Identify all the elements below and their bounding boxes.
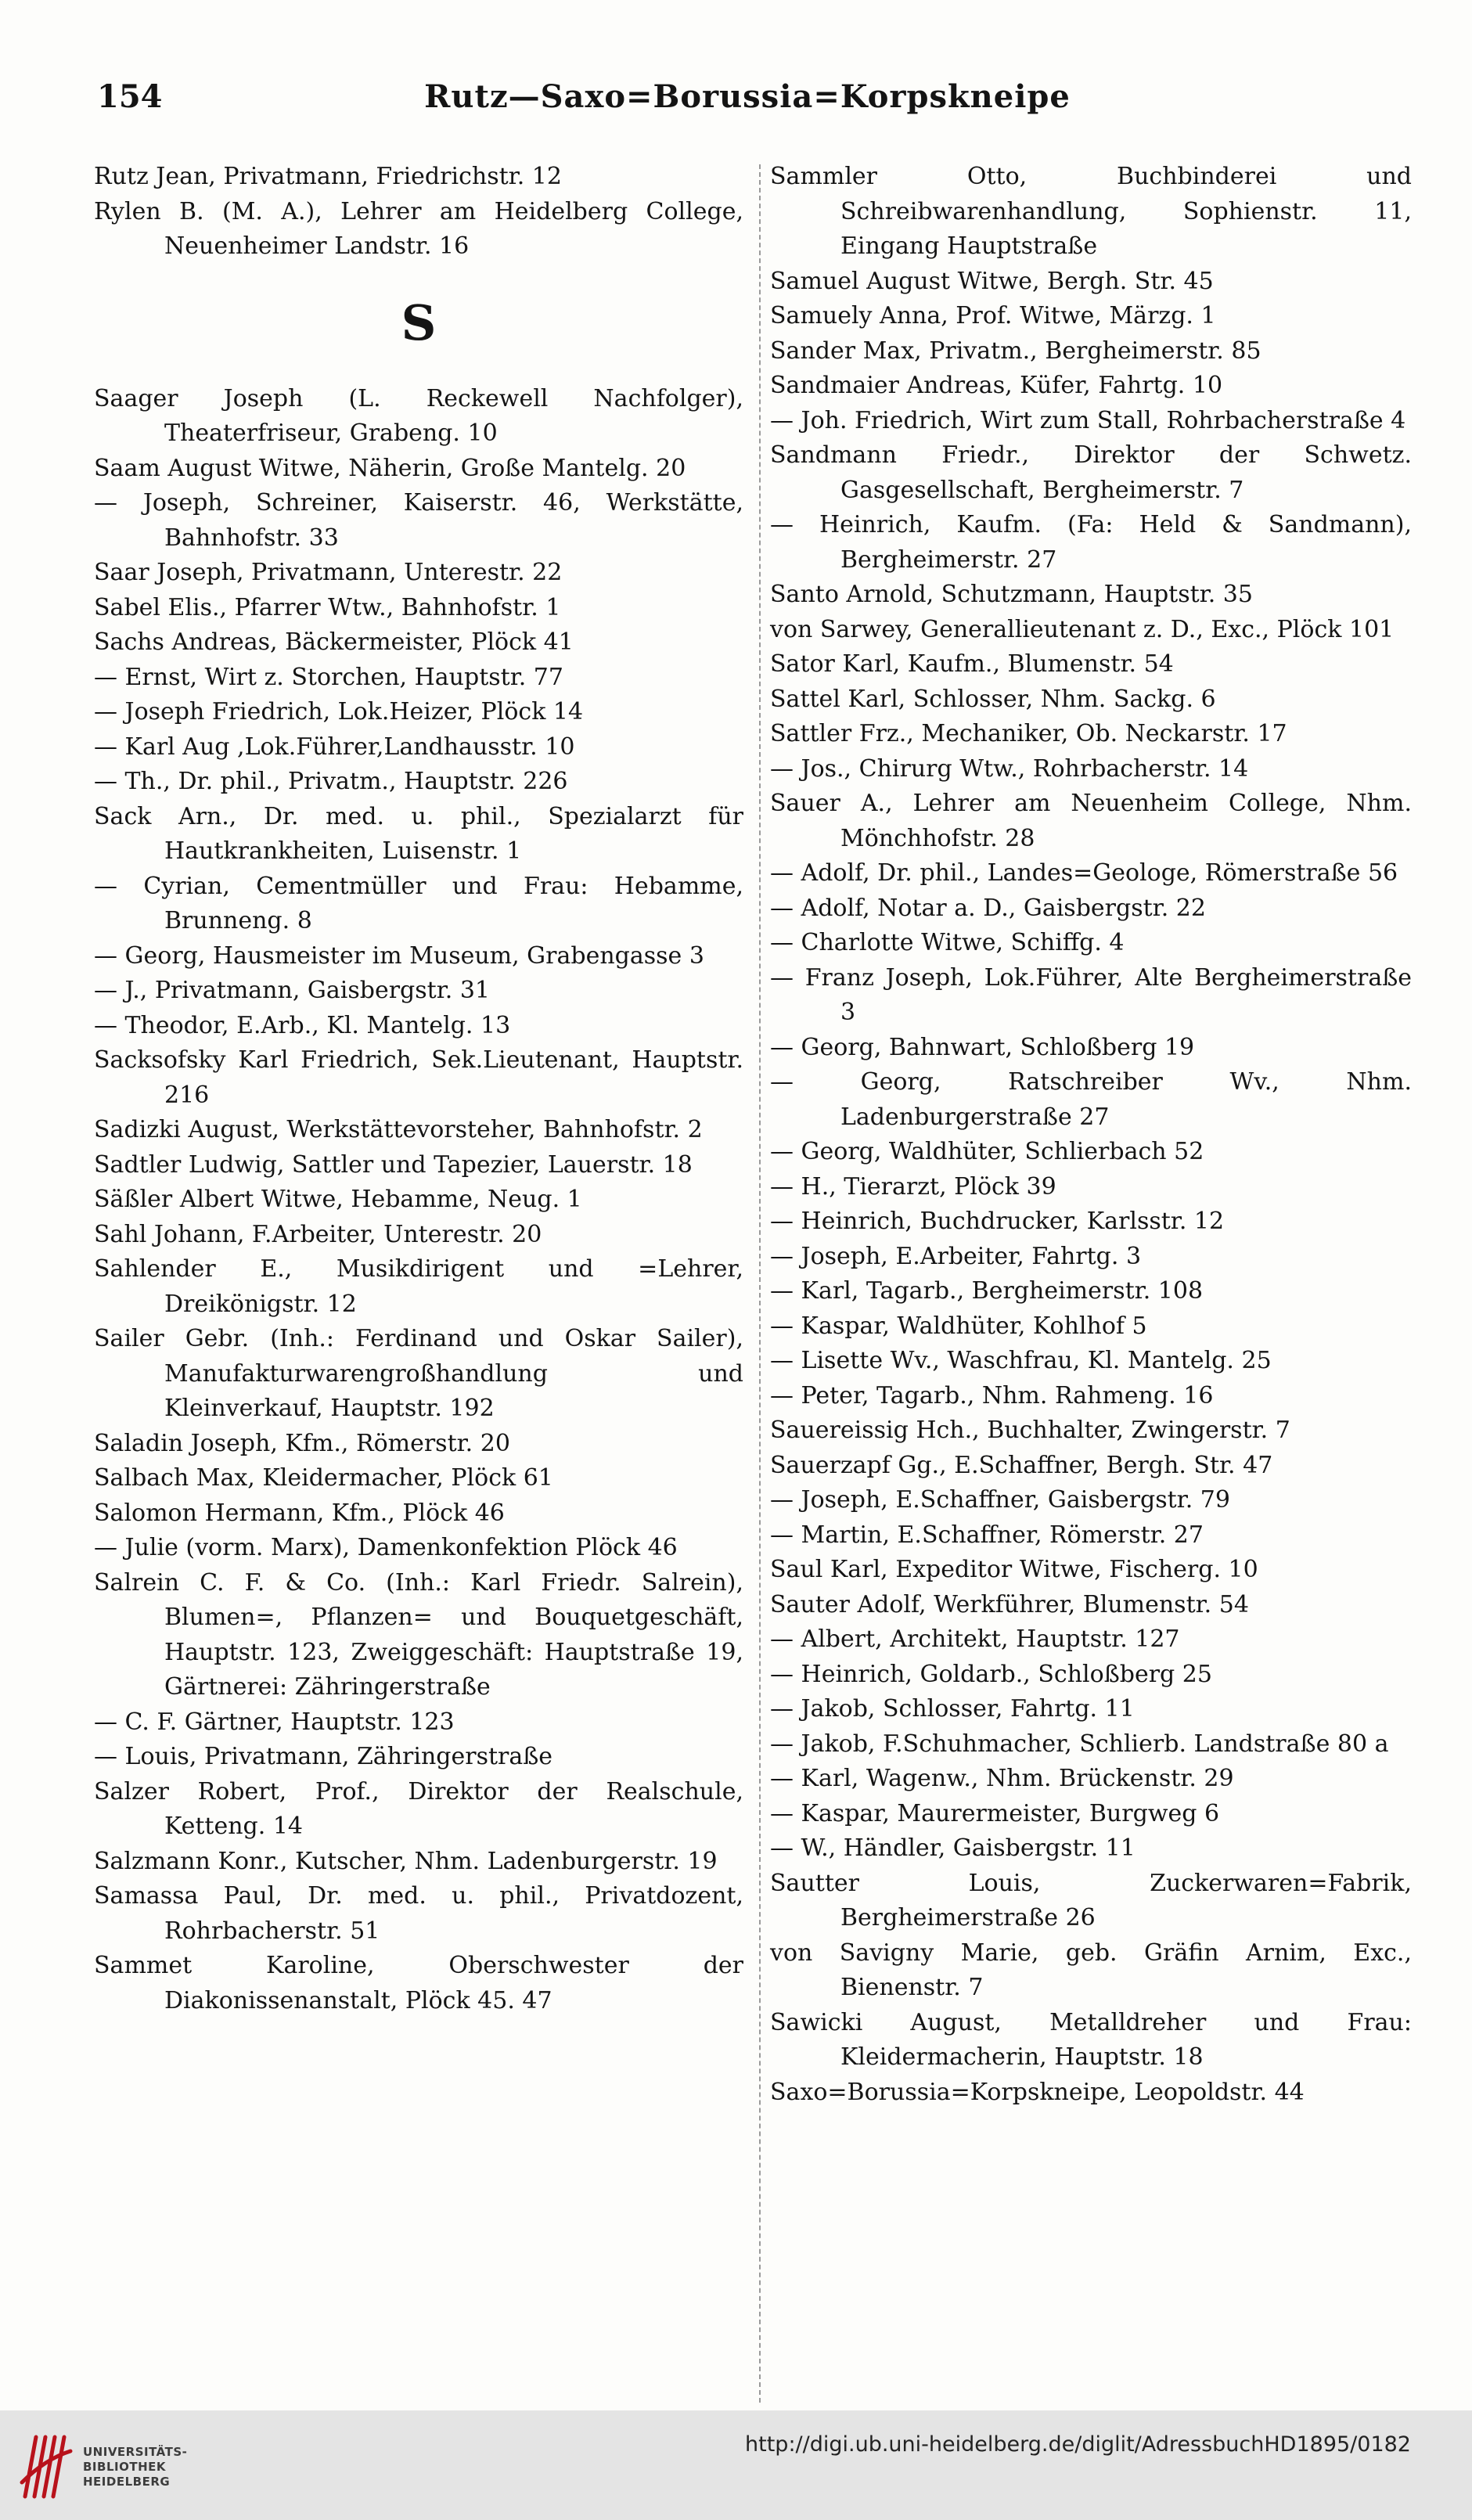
directory-entry: Salzer Robert, Prof., Direktor der Realschule, Ketteng. 14 bbox=[94, 1777, 743, 1840]
library-name-line: BIBLIOTHEK bbox=[83, 2460, 166, 2474]
directory-entry: Sawicki August, Metalldreher und Frau: Kleidermacherin, Hauptstr. 18 bbox=[770, 2008, 1412, 2071]
page-number: 154 bbox=[97, 78, 163, 115]
directory-entry: Santo Arnold, Schutzmann, Hauptstr. 35 bbox=[770, 581, 1253, 608]
directory-entry: — Georg, Bahnwart, Schloßberg 19 bbox=[770, 1033, 1195, 1061]
directory-entry: von Savigny Marie, geb. Gräfin Arnim, Exc., Bienenstr. 7 bbox=[770, 1939, 1412, 2001]
directory-entry: Sauerzapf Gg., E.Schaffner, Bergh. Str. 47 bbox=[770, 1451, 1273, 1479]
directory-entry: — C. F. Gärtner, Hauptstr. 123 bbox=[94, 1708, 455, 1736]
directory-entry: Salzmann Konr., Kutscher, Nhm. Ladenburgerstr. 19 bbox=[94, 1847, 718, 1875]
directory-entry: — Peter, Tagarb., Nhm. Rahmeng. 16 bbox=[770, 1381, 1214, 1409]
directory-entry: Sahlender E., Musikdirigent und =Lehrer, Dreikönigstr. 12 bbox=[94, 1255, 743, 1318]
directory-entry: Samuely Anna, Prof. Witwe, Märzg. 1 bbox=[770, 302, 1216, 329]
directory-entry: — Cyrian, Cementmüller und Frau: Hebamme, Brunneng. 8 bbox=[94, 872, 743, 934]
directory-entry: — Jos., Chirurg Wtw., Rohrbacherstr. 14 bbox=[770, 754, 1249, 783]
directory-entry: — Lisette Wv., Waschfrau, Kl. Mantelg. 25 bbox=[770, 1347, 1272, 1374]
directory-entry: Sattler Frz., Mechaniker, Ob. Neckarstr. 17 bbox=[770, 720, 1287, 747]
directory-entry: — Karl, Wagenw., Nhm. Brückenstr. 29 bbox=[770, 1765, 1234, 1792]
directory-entry: Sack Arn., Dr. med. u. phil., Spezialarzt für Hautkrankheiten, Luisenstr. 1 bbox=[94, 802, 743, 865]
directory-entry: Sammet Karoline, Oberschwester der Diakonissenanstalt, Plöck 45. 47 bbox=[94, 1952, 743, 2014]
left-column bbox=[94, 160, 743, 2018]
directory-entry: — Jakob, F.Schuhmacher, Schlierb. Landstraße 80 a bbox=[770, 1730, 1389, 1758]
directory-entry: — Joseph, E.Arbeiter, Fahrtg. 3 bbox=[770, 1242, 1142, 1270]
directory-entry: Salrein C. F. & Co. (Inh.: Karl Friedr. Salrein), Blumen=, Pflanzen= und Bouquetgeschäft, Hauptstr. 123, Zweiggeschäft: Hauptstraße 19, Gärtnerei: Zähringerstraße bbox=[94, 1568, 743, 1701]
directory-entry: — Georg, Ratschreiber Wv., Nhm. Ladenburgerstraße 27 bbox=[770, 1068, 1412, 1131]
directory-entry: — Jakob, Schlosser, Fahrtg. 11 bbox=[770, 1695, 1135, 1723]
directory-entry: Sacksofsky Karl Friedrich, Sek.Lieutenant, Hauptstr. 216 bbox=[94, 1046, 743, 1109]
column-divider bbox=[759, 164, 761, 2403]
directory-entry: Samassa Paul, Dr. med. u. phil., Privatdozent, Rohrbacherstr. 51 bbox=[94, 1882, 743, 1945]
source-url-link[interactable]: http://digi.ub.uni-heidelberg.de/diglit/AdressbuchHD1895/0182 bbox=[745, 2432, 1411, 2457]
directory-entry: — Theodor, E.Arb., Kl. Mantelg. 13 bbox=[94, 1011, 511, 1039]
directory-entry: — Joh. Friedrich, Wirt zum Stall, Rohrbacherstraße 4 bbox=[770, 406, 1406, 434]
directory-entry: Sander Max, Privatm., Bergheimerstr. 85 bbox=[770, 337, 1261, 365]
section-letter: S bbox=[401, 293, 437, 351]
directory-entry: — Heinrich, Kaufm. (Fa: Held & Sandmann), Bergheimerstr. 27 bbox=[770, 511, 1412, 574]
directory-entry: Rutz Jean, Privatmann, Friedrichstr. 12 bbox=[94, 163, 562, 190]
directory-entry: Sautter Louis, Zuckerwaren=Fabrik, Bergheimerstraße 26 bbox=[770, 1869, 1412, 1931]
directory-entry: Sandmaier Andreas, Küfer, Fahrtg. 10 bbox=[770, 372, 1223, 399]
page-header bbox=[86, 77, 1409, 124]
directory-entry: Salbach Max, Kleidermacher, Plöck 61 bbox=[94, 1464, 553, 1492]
directory-entry: — Ernst, Wirt z. Storchen, Hauptstr. 77 bbox=[94, 663, 563, 691]
directory-entry: — J., Privatmann, Gaisbergstr. 31 bbox=[94, 977, 490, 1004]
directory-entry: Sauereissig Hch., Buchhalter, Zwingerstr. 7 bbox=[770, 1417, 1290, 1444]
directory-entry: — Kaspar, Waldhüter, Kohlhof 5 bbox=[770, 1312, 1147, 1340]
directory-entry: — Th., Dr. phil., Privatm., Hauptstr. 226 bbox=[94, 768, 568, 795]
directory-entry: Saar Joseph, Privatmann, Unterestr. 22 bbox=[94, 559, 563, 586]
right-column bbox=[770, 160, 1412, 2110]
library-name-line: HEIDELBERG bbox=[83, 2475, 171, 2489]
directory-entry: Sailer Gebr. (Inh.: Ferdinand und Oskar Sailer), Manufakturwarengroßhandlung und Kleinverkauf, Hauptstr. 192 bbox=[94, 1325, 743, 1422]
directory-entry: Sammler Otto, Buchbinderei und Schreibwarenhandlung, Sophienstr. 11, Eingang Hauptstraße bbox=[770, 163, 1412, 260]
directory-entry: Sabel Elis., Pfarrer Wtw., Bahnhofstr. 1 bbox=[94, 593, 561, 621]
directory-entry: Saam August Witwe, Näherin, Große Mantelg. 20 bbox=[94, 454, 686, 482]
directory-entry: — Georg, Waldhüter, Schlierbach 52 bbox=[770, 1138, 1204, 1165]
directory-entry: Samuel August Witwe, Bergh. Str. 45 bbox=[770, 267, 1214, 295]
directory-entry: — Franz Joseph, Lok.Führer, Alte Bergheimerstraße 3 bbox=[770, 963, 1412, 1026]
directory-entry: Säßler Albert Witwe, Hebamme, Neug. 1 bbox=[94, 1186, 582, 1213]
directory-entry: — Joseph Friedrich, Lok.Heizer, Plöck 14 bbox=[94, 698, 584, 725]
directory-entry: Sator Karl, Kaufm., Blumenstr. 54 bbox=[770, 650, 1174, 678]
directory-entry: — H., Tierarzt, Plöck 39 bbox=[770, 1172, 1056, 1201]
directory-entry: — Albert, Architekt, Hauptstr. 127 bbox=[770, 1625, 1180, 1653]
directory-entry: Saager Joseph (L. Reckewell Nachfolger), Theaterfriseur, Grabeng. 10 bbox=[94, 384, 743, 447]
directory-entry: — Adolf, Dr. phil., Landes=Geologe, Römerstraße 56 bbox=[770, 859, 1398, 887]
directory-entry: Sauer A., Lehrer am Neuenheim College, Nhm. Mönchhofstr. 28 bbox=[770, 790, 1412, 852]
directory-entry: Sauter Adolf, Werkführer, Blumenstr. 54 bbox=[770, 1590, 1249, 1618]
library-seal-icon bbox=[17, 2428, 75, 2503]
directory-entry: — Georg, Hausmeister im Museum, Grabengasse 3 bbox=[94, 941, 704, 970]
directory-entry: — Louis, Privatmann, Zähringerstraße bbox=[94, 1743, 553, 1770]
library-logo[interactable] bbox=[17, 2428, 205, 2506]
directory-entry: — Adolf, Notar a. D., Gaisbergstr. 22 bbox=[770, 894, 1206, 922]
directory-entry: — Karl, Tagarb., Bergheimerstr. 108 bbox=[770, 1277, 1204, 1305]
directory-entry: Rylen B. (M. A.), Lehrer am Heidelberg College, Neuenheimer Landstr. 16 bbox=[94, 197, 743, 260]
directory-entry: — Joseph, E.Schaffner, Gaisbergstr. 79 bbox=[770, 1486, 1230, 1514]
directory-entry: — Martin, E.Schaffner, Römerstr. 27 bbox=[770, 1521, 1204, 1549]
running-title: Rutz—Saxo=Borussia=Korpskneipe bbox=[424, 78, 1071, 115]
footer-bar bbox=[0, 2410, 1472, 2520]
directory-entry: Saxo=Borussia=Korpskneipe, Leopoldstr. 44 bbox=[770, 2078, 1305, 2106]
directory-entry: Sachs Andreas, Bäckermeister, Plöck 41 bbox=[94, 628, 574, 656]
directory-entry: Salomon Hermann, Kfm., Plöck 46 bbox=[94, 1499, 505, 1527]
directory-entry: — Joseph, Schreiner, Kaiserstr. 46, Werkstätte, Bahnhofstr. 33 bbox=[94, 489, 743, 552]
directory-entry: Saul Karl, Expeditor Witwe, Fischerg. 10 bbox=[770, 1556, 1258, 1583]
directory-entry: von Sarwey, Generallieutenant z. D., Exc., Plöck 101 bbox=[770, 615, 1395, 643]
directory-entry: Sandmann Friedr., Direktor der Schwetz. Gasgesellschaft, Bergheimerstr. 7 bbox=[770, 441, 1412, 504]
directory-entry: — Julie (vorm. Marx), Damenkonfektion Plöck 46 bbox=[94, 1534, 678, 1561]
directory-entry: Sahl Johann, F.Arbeiter, Unterestr. 20 bbox=[94, 1220, 542, 1248]
directory-entry: Sadizki August, Werkstättevorsteher, Bahnhofstr. 2 bbox=[94, 1116, 703, 1143]
library-name-line: UNIVERSITÄTS- bbox=[83, 2445, 188, 2459]
directory-entry: — Charlotte Witwe, Schiffg. 4 bbox=[770, 929, 1125, 956]
library-name bbox=[83, 2445, 187, 2489]
directory-entry: — Kaspar, Maurermeister, Burgweg 6 bbox=[770, 1799, 1220, 1827]
directory-entry: — Heinrich, Buchdrucker, Karlsstr. 12 bbox=[770, 1208, 1225, 1235]
directory-entry: — Heinrich, Goldarb., Schloßberg 25 bbox=[770, 1660, 1212, 1688]
directory-entry: Sadtler Ludwig, Sattler und Tapezier, Lauerstr. 18 bbox=[94, 1150, 693, 1179]
directory-entry: — Karl Aug ,Lok.Führer,Landhausstr. 10 bbox=[94, 733, 575, 761]
directory-entry: Saladin Joseph, Kfm., Römerstr. 20 bbox=[94, 1429, 510, 1457]
directory-entry: Sattel Karl, Schlosser, Nhm. Sackg. 6 bbox=[770, 685, 1216, 713]
directory-entry: — W., Händler, Gaisbergstr. 11 bbox=[770, 1834, 1135, 1862]
